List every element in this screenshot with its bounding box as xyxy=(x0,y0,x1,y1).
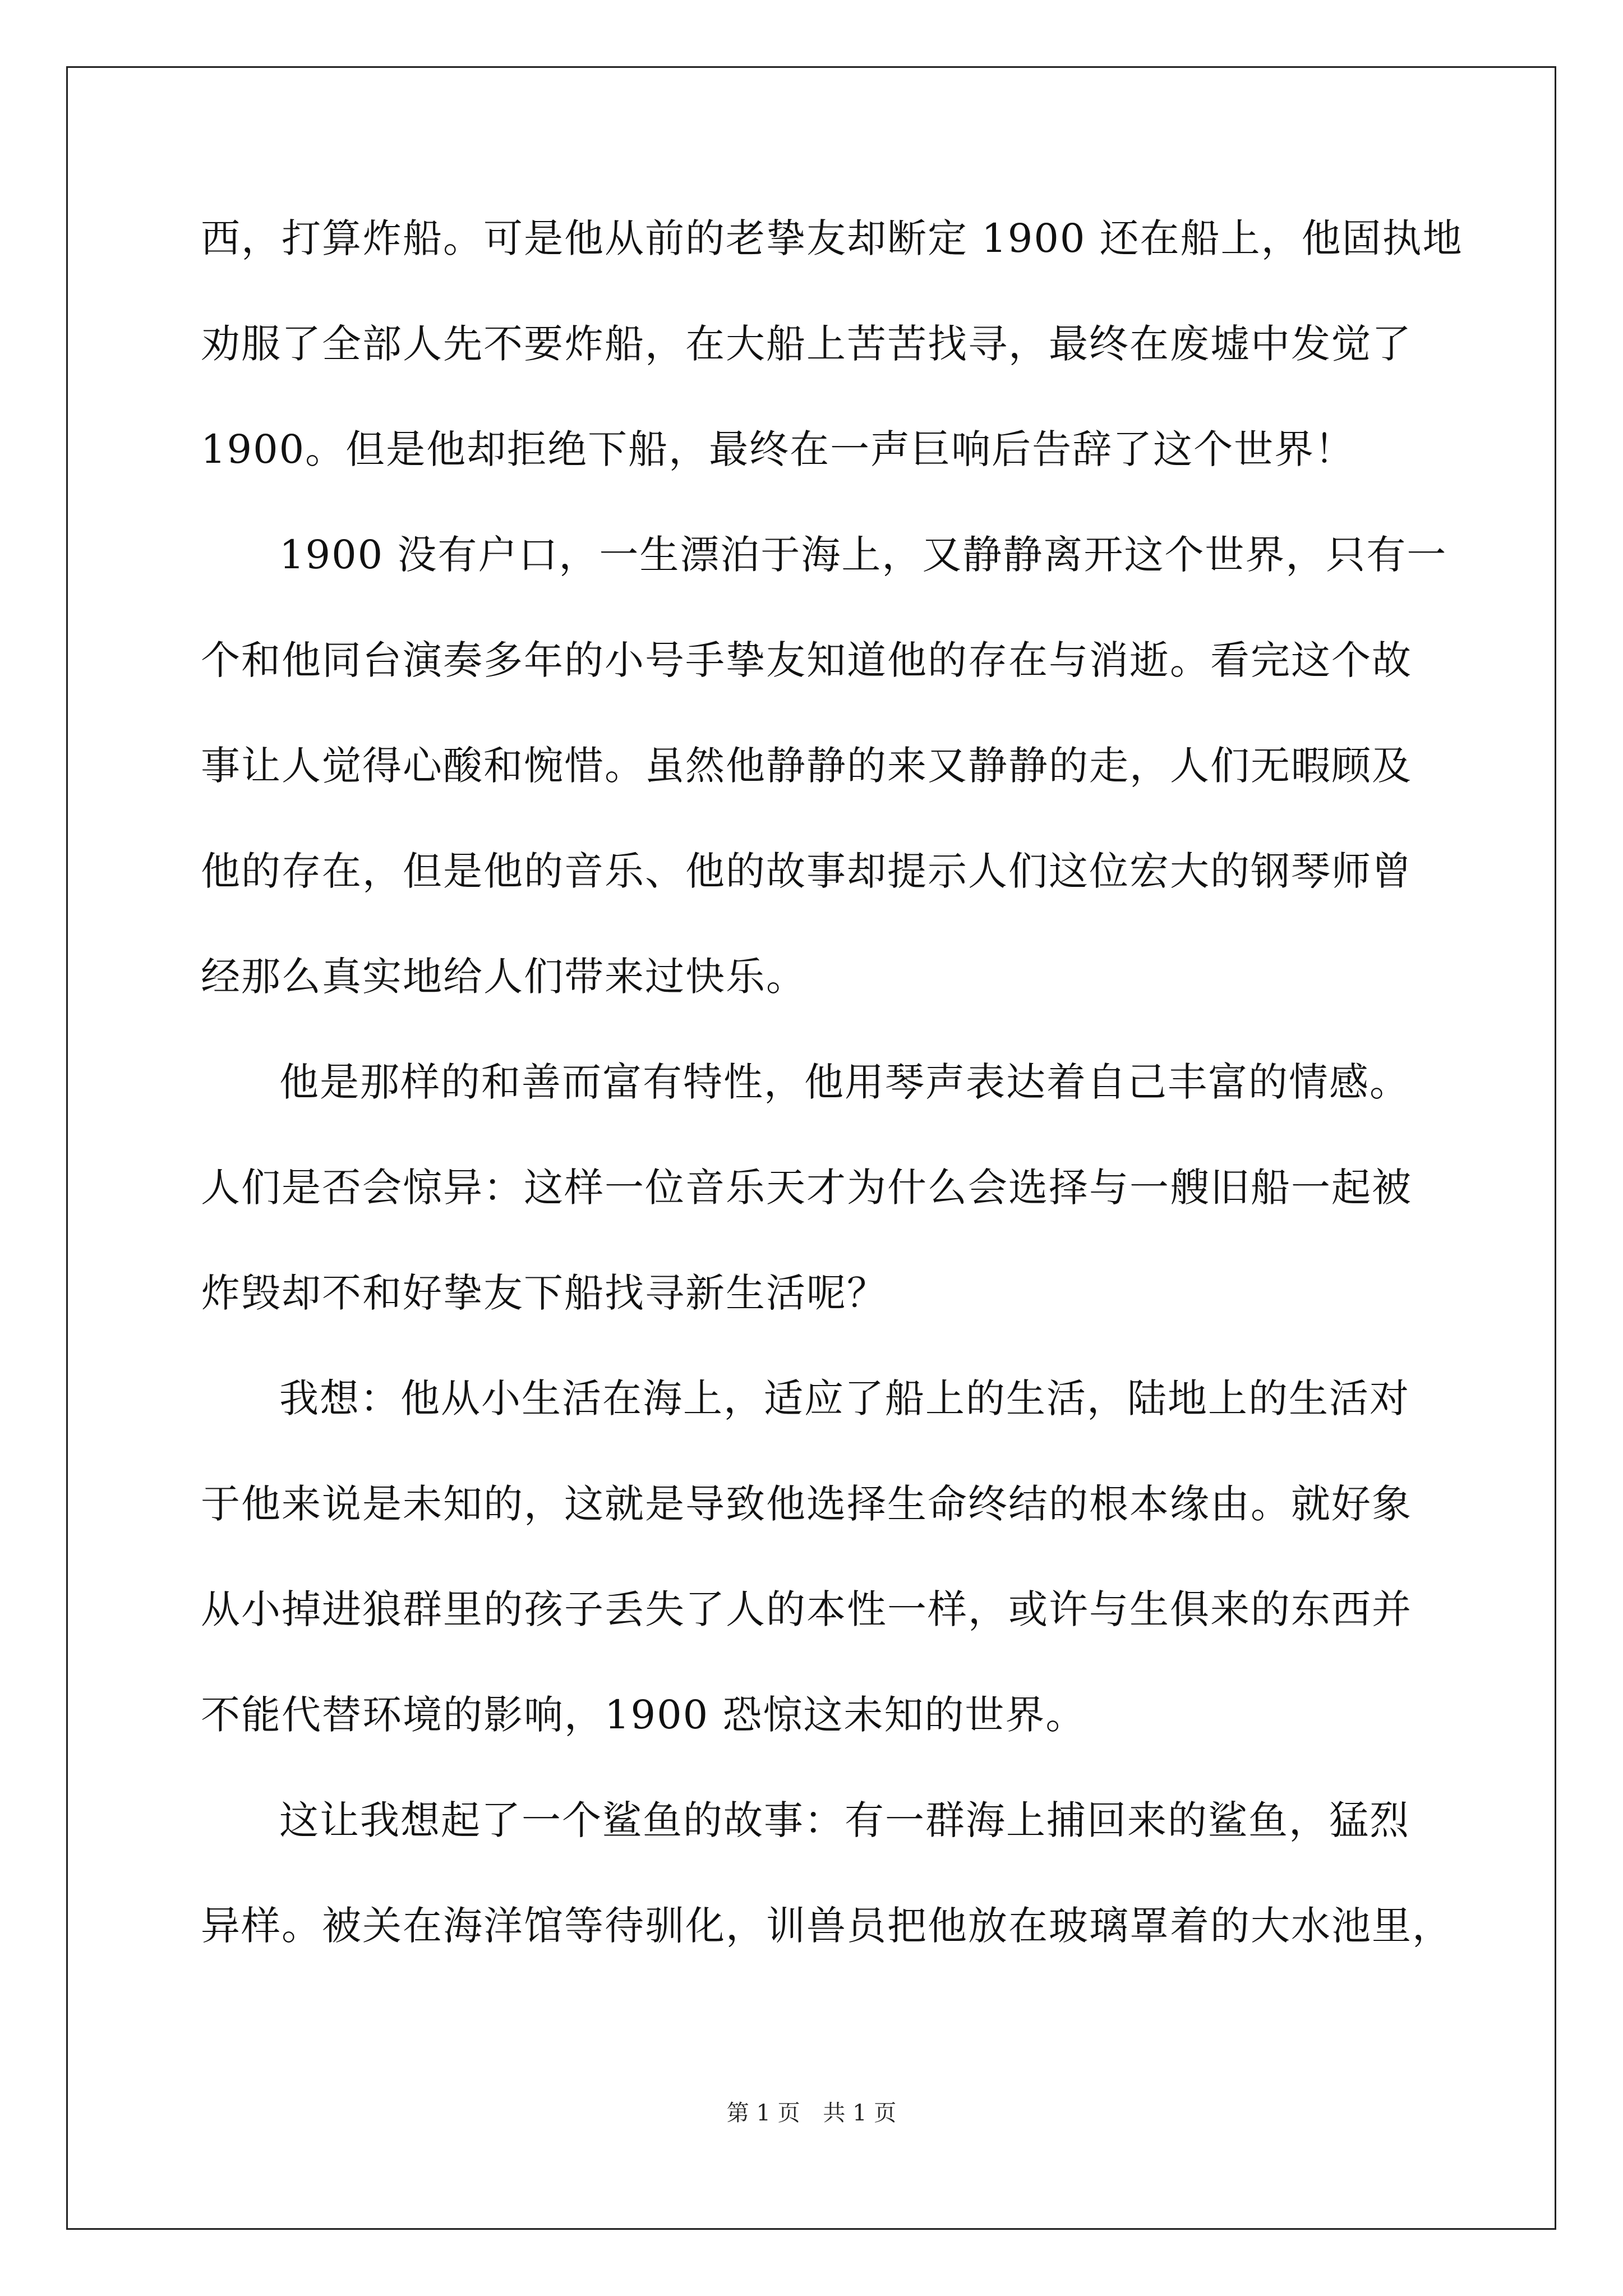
text-line: 于他来说是未知的，这就是导致他选择生命终结的根本缘由。就好象 xyxy=(201,1481,1412,1527)
page-number: 第 1 页 xyxy=(726,2100,800,2126)
text-line: 他的存在，但是他的音乐、他的故事却提示人们这位宏大的钢琴师曾 xyxy=(201,848,1412,894)
text-line: 人们是否会惊异：这样一位音乐天才为什么会选择与一艘旧船一起被 xyxy=(201,1165,1412,1211)
text-line: 个和他同台演奏多年的小号手挚友知道他的存在与消逝。看完这个故 xyxy=(201,637,1412,683)
text-line-indented: 这让我想起了一个鲨鱼的故事：有一群海上捕回来的鲨鱼，猛烈 xyxy=(279,1797,1410,1843)
text-line-indented: 他是那样的和善而富有特性，他用琴声表达着自己丰富的情感。 xyxy=(279,1059,1410,1105)
page-footer xyxy=(0,2102,1623,2124)
page-total: 共 1 页 xyxy=(823,2100,897,2126)
text-line: 事让人觉得心酸和惋惜。虽然他静静的来又静静的走，人们无暇顾及 xyxy=(201,743,1412,789)
text-line: 劝服了全部人先不要炸船，在大船上苦苦找寻，最终在废墟中发觉了 xyxy=(201,321,1412,367)
text-line: 炸毁却不和好挚友下船找寻新生活呢？ xyxy=(201,1270,887,1316)
text-line-indented: 我想：他从小生活在海上，适应了船上的生活，陆地上的生活对 xyxy=(279,1375,1410,1421)
text-line-indented: 1900 没有户口，一生漂泊于海上，又静静离开这个世界，只有一 xyxy=(279,532,1447,578)
text-line: 西，打算炸船。可是他从前的老挚友却断定 1900 还在船上，他固执地 xyxy=(201,215,1463,261)
text-line: 异样。被关在海洋馆等待驯化，训兽员把他放在玻璃罩着的大水池里， xyxy=(201,1903,1453,1949)
text-line: 经那么真实地给人们带来过快乐。 xyxy=(201,954,806,1000)
text-line: 1900。但是他却拒绝下船，最终在一声巨响后告辞了这个世界！ xyxy=(201,426,1355,472)
text-line: 从小掉进狼群里的孩子丢失了人的本性一样，或许与生俱来的东西并 xyxy=(201,1586,1412,1632)
text-line: 不能代替环境的影响，1900 恐惊这未知的世界。 xyxy=(201,1692,1086,1738)
